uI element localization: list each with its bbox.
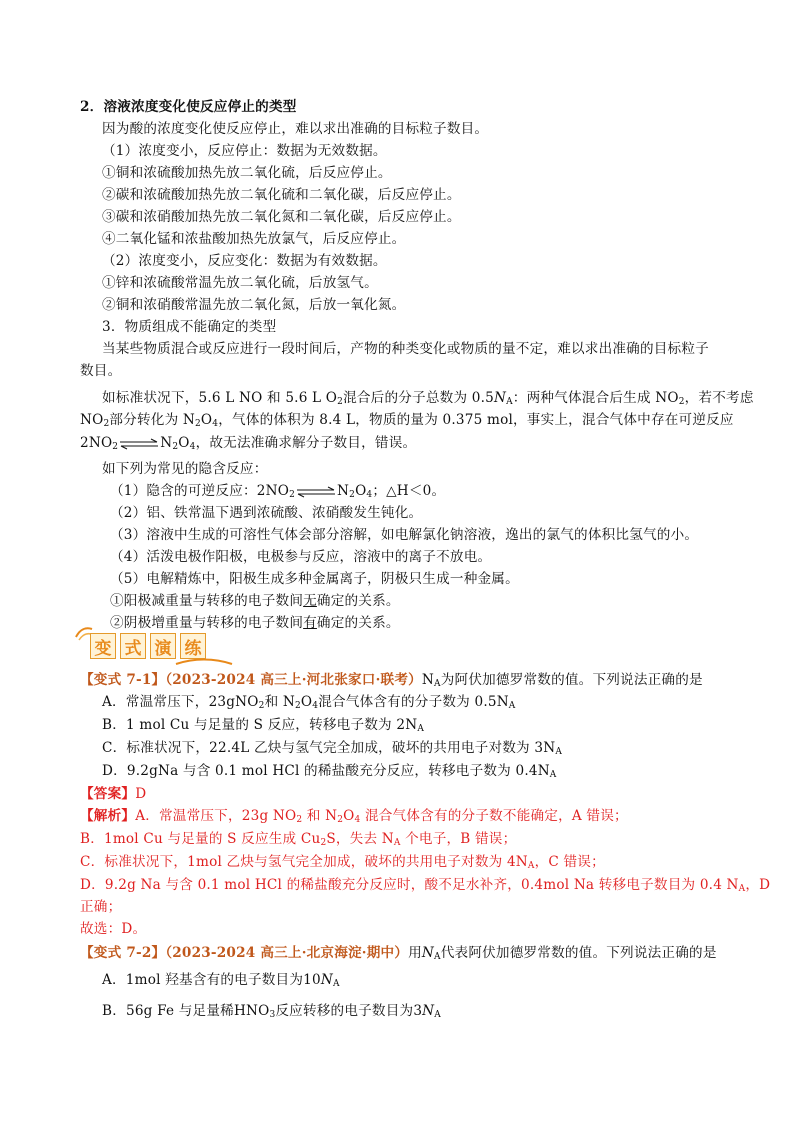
option-a: A．常温常压下，23gNO$_2$和 $N_2O_4$混合气体含有的分子数为 $0.5N_A$ xyxy=(102,694,516,711)
list-item: （5）电解精炼中，阳极生成多种金属离子，阴极只生成一种金属。 xyxy=(110,571,519,587)
answer: 【答案】D xyxy=(80,786,147,802)
explanation-line: C．标准状况下，1mol 乙炔与氢气完全加成，破坏的共用电子对数为 $4N_A$，C 错误； xyxy=(80,854,605,871)
list-item: ②阴极增重量与转移的电子数间有确定的关系。 xyxy=(110,615,400,631)
banner-char: 式 xyxy=(120,633,146,659)
option-a: A．1mol 羟基含有的电子数目为$10N_A$ xyxy=(102,972,340,989)
list-item: ④二氧化锰和浓盐酸加热先放氯气，后反应停止。 xyxy=(102,231,406,247)
list-item: （3）溶液中生成的可溶性气体会部分溶解，如电解氯化钠溶液，逸出的氯气的体积比氢气的小。 xyxy=(110,527,699,543)
reversible-arrow-icon xyxy=(296,486,336,498)
section-heading: 2．溶液浓度变化使反应停止的类型 xyxy=(80,99,297,115)
list-item: ①铜和浓硫酸加热先放二氧化硫，后反应停止。 xyxy=(102,165,392,181)
list-item: ①阳极减重量与转移的电子数间无确定的关系。 xyxy=(110,593,400,609)
paragraph: 因为酸的浓度变化使反应停止，难以求出准确的目标粒子数目。 xyxy=(102,121,489,137)
list-item: （4）活泼电极作阳极，电极参与反应，溶液中的离子不放电。 xyxy=(110,549,492,565)
option-d: D．9.2gNa 与含 0.1 mol HCl 的稀盐酸充分反应，转移电子数为 $0.4N_A$ xyxy=(102,763,557,780)
paragraph: 如标准状况下，5.6 L NO 和 5.6 L $O_2$混合后的分子总数为 $0.5N_A$：两种气体混合后生成 $NO_2$，若不考虑 xyxy=(102,390,754,407)
option-b: B．56g Fe 与足量稀$HNO_3$反应转移的电子数目为$3N_A$ xyxy=(102,1003,441,1020)
list-item: （2）铝、铁常温下遇到浓硫酸、浓硝酸发生钝化。 xyxy=(110,505,423,521)
paragraph: 数目。 xyxy=(80,363,122,379)
list-item: ②铜和浓硝酸常温先放二氧化氮，后放一氧化氮。 xyxy=(102,297,406,313)
explanation-line: 【解析】A．常温常压下，23g $NO_2$ 和 $N_2O_4$ 混合气体含有的分子数不能确定，A 错误； xyxy=(80,808,628,825)
paragraph: $NO_2$部分转化为 $N_2O_4$，气体的体积为 8.4 L，物质的量为 0.375 mol，事实上，混合气体中存在可逆反应 xyxy=(80,412,734,429)
explanation-line: 正确； xyxy=(80,899,122,915)
equation-line: $2NO_2$ $N_2O_4$，故无法准确求解分子数目，错误。 xyxy=(80,435,417,452)
case-heading: （1）浓度变小，反应停止：数据为无效数据。 xyxy=(102,143,387,159)
question-stem: 【变式 7-2】（2023-2024 高三上·北京海淀·期中）用$N_A$代表阿伏加德罗常数的值。下列说法正确的是 xyxy=(80,945,717,962)
explanation-line: B．1mol Cu 与足量的 S 反应生成 $Cu_2S$，失去 $N_A$ 个电子，B 错误； xyxy=(80,831,517,848)
option-b: B．1 mol Cu 与足量的 S 反应，转移电子数为 $2N_A$ xyxy=(102,717,425,734)
banner-char: 变 xyxy=(90,633,116,659)
question-stem: 【变式 7-1】（2023-2024 高三上·河北张家口·联考）$N_A$为阿伏加德罗常数的值。下列说法正确的是 xyxy=(80,672,703,689)
list-item: （1）隐含的可逆反应：$2NO_2$ $N_2O_4$；△H＜0。 xyxy=(110,483,446,500)
banner-underline-icon xyxy=(174,656,234,668)
explanation-line: 故选：D。 xyxy=(80,921,147,937)
option-c: C．标准状况下，22.4L 乙炔与氢气完全加成，破坏的共用电子对数为 $3N_A$ xyxy=(102,740,563,757)
list-item: ②碳和浓硫酸加热先放二氧化硫和二氧化碳，后反应停止。 xyxy=(102,187,461,203)
banner-char: 演 xyxy=(150,633,176,659)
paragraph: 如下列为常见的隐含反应： xyxy=(102,461,268,477)
reversible-arrow-icon xyxy=(119,438,159,450)
list-item: ③碳和浓硝酸加热先放二氧化氮和二氧化碳，后反应停止。 xyxy=(102,209,461,225)
banner-char: 练 xyxy=(180,633,206,659)
case-heading: （2）浓度变小，反应变化：数据为有效数据。 xyxy=(102,253,387,269)
list-item: ①锌和浓硫酸常温先放二氧化硫，后放氢气。 xyxy=(102,275,378,291)
explanation-line: D．9.2g Na 与含 0.1 mol HCl 的稀盐酸充分反应时，酸不足水补齐，0.4mol Na 转移电子数目为 0.4 $N_A$，D xyxy=(80,877,771,894)
section-heading: 3．物质组成不能确定的类型 xyxy=(102,319,277,335)
paragraph: 当某些物质混合或反应进行一段时间后，产物的种类变化或物质的量不定，难以求出准确的目标粒子 xyxy=(102,341,709,357)
practice-banner xyxy=(74,625,234,665)
